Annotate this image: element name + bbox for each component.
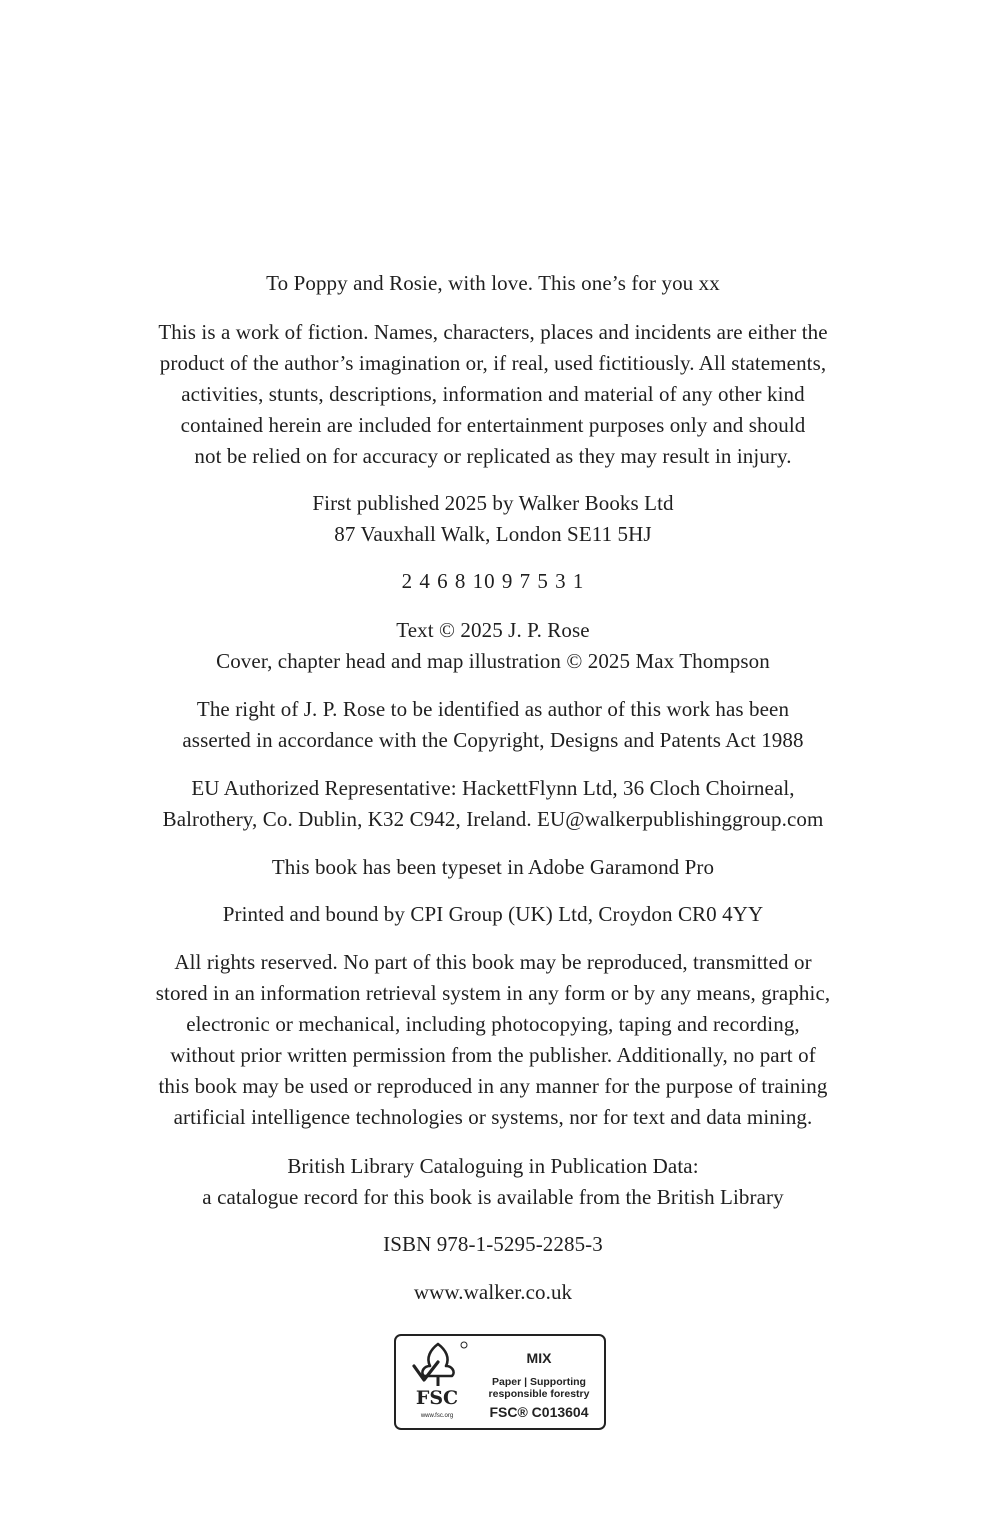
rights-line: without prior written permission from the publisher. Additionally, no part of xyxy=(170,1043,816,1067)
fsc-license-code: FSC® C013604 xyxy=(489,1404,589,1420)
eu-rep-line: EU Authorized Representative: HackettFlynn Ltd, 36 Cloch Choirneal, xyxy=(191,776,795,800)
disclaimer-line: contained herein are included for entertainment purposes only and should xyxy=(180,413,806,437)
disclaimer-line: activities, stunts, descriptions, information and material of any other kind xyxy=(181,382,805,406)
moral-rights-line: The right of J. P. Rose to be identified as author of this work has been xyxy=(196,697,790,721)
disclaimer-line: product of the author’s imagination or, if real, used fictitiously. All statements, xyxy=(159,351,827,375)
publisher-address: 87 Vauxhall Walk, London SE11 5HJ xyxy=(334,522,652,546)
rights-line: All rights reserved. No part of this book may be reproduced, transmitted or xyxy=(174,950,812,974)
rights-line: stored in an information retrieval system in any form or by any means, graphic, xyxy=(155,981,831,1005)
cataloguing-line: a catalogue record for this book is available from the British Library xyxy=(202,1185,784,1209)
fsc-url: www.fsc.org xyxy=(420,1413,454,1419)
fsc-tree-check-icon xyxy=(408,1340,468,1388)
typeset-note: This book has been typeset in Adobe Garamond Pro xyxy=(271,855,715,879)
fsc-logo xyxy=(402,1340,472,1426)
eu-rep-line: Balrothery, Co. Dublin, K32 C942, Ireland. EU@walkerpublishinggroup.com xyxy=(162,807,824,831)
isbn: ISBN 978-1-5295-2285-3 xyxy=(383,1232,603,1256)
fsc-details xyxy=(474,1342,604,1426)
fsc-responsible-line: responsible forestry xyxy=(488,1388,590,1400)
cataloguing-line: British Library Cataloguing in Publication Data: xyxy=(287,1154,699,1178)
rights-line: electronic or mechanical, including photocopying, taping and recording, xyxy=(186,1012,800,1036)
disclaimer-line: not be relied on for accuracy or replicated as they may result in injury. xyxy=(194,444,792,468)
website: www.walker.co.uk xyxy=(413,1280,573,1304)
rights-line: artificial intelligence technologies or systems, nor for text and data mining. xyxy=(173,1105,813,1129)
print-line: 2 4 6 8 10 9 7 5 3 1 xyxy=(401,569,585,593)
fsc-brand: FSC xyxy=(415,1387,459,1409)
illustration-copyright: Cover, chapter head and map illustration © 2025 Max Thompson xyxy=(216,649,770,673)
fsc-mix: MIX xyxy=(526,1350,552,1366)
fsc-paper-line: Paper | Supporting xyxy=(492,1376,586,1388)
text-copyright: Text © 2025 J. P. Rose xyxy=(396,618,590,642)
rights-line: this book may be used or reproduced in any manner for the purpose of training xyxy=(158,1074,828,1098)
printer-note: Printed and bound by CPI Group (UK) Ltd, Croydon CR0 4YY xyxy=(222,902,764,926)
fsc-label xyxy=(394,1334,606,1430)
disclaimer-line: This is a work of fiction. Names, characters, places and incidents are either the xyxy=(158,320,828,344)
first-published: First published 2025 by Walker Books Ltd xyxy=(312,491,674,515)
moral-rights-line: asserted in accordance with the Copyright, Designs and Patents Act 1988 xyxy=(182,728,804,752)
dedication: To Poppy and Rosie, with love. This one’s for you xx xyxy=(266,271,720,295)
